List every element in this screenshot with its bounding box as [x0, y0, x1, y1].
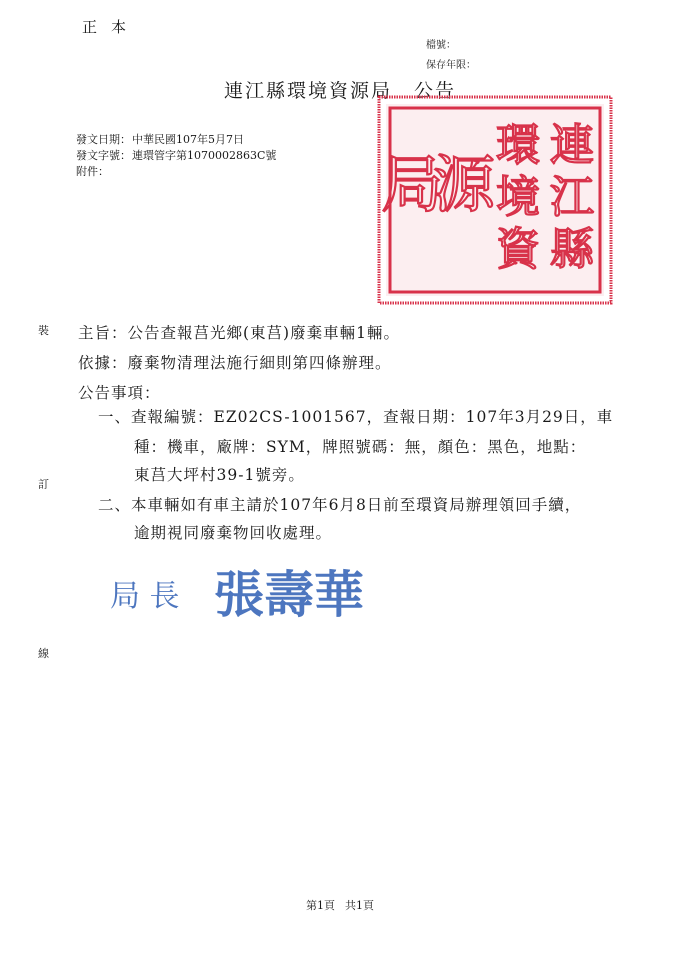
page-total: 共1頁: [345, 899, 374, 912]
page-number: 第1頁: [306, 899, 335, 912]
binding-mark-2: 訂: [38, 478, 49, 491]
binding-mark-3: 線: [38, 647, 49, 660]
issue-date-label: 發文日期：: [76, 133, 131, 146]
item-2-line-1: 二、本車輛如有車主請於107年6月8日前至環資局辦理領回手續，: [98, 496, 582, 514]
seal-char: 境: [496, 172, 540, 223]
copy-label: 正本: [82, 18, 141, 36]
seal-char: 源: [432, 148, 496, 221]
item-1-line-3: 東莒大坪村39-1號旁。: [134, 466, 305, 484]
page-footer: [0, 897, 680, 913]
official-seal: [376, 94, 614, 306]
attachment-label: 附件：: [76, 165, 109, 178]
issue-date-row: [76, 132, 276, 148]
svg-text:局 長: 局 長: [110, 579, 180, 614]
subject-line: 主旨：公告查報莒光鄉(東莒)廢棄車輛1輛。: [78, 324, 400, 342]
seal-char: 江: [550, 172, 594, 223]
director-signature: [102, 562, 432, 632]
seal-char: 縣: [550, 224, 594, 275]
item-2-line-2: 逾期視同廢棄物回收處理。: [134, 524, 333, 542]
seal-char: 連: [550, 120, 594, 171]
issue-date-value: 中華民國107年5月7日: [132, 133, 244, 146]
issue-info: [76, 132, 276, 180]
agency-name: 連江縣環境資源局: [223, 80, 392, 102]
item-1-line-2: 種：機車，廠牌：SYM，牌照號碼：無，顏色：黑色，地點：: [134, 438, 587, 456]
attachment-row: [76, 164, 276, 180]
seal-char: 資: [496, 224, 540, 275]
seal-char: 局: [380, 148, 444, 221]
seal-char: 環: [496, 120, 540, 171]
binding-mark-1: 裝: [38, 324, 49, 337]
svg-text:張壽華: 張壽華: [214, 565, 364, 624]
issue-number-value: 連環管字第1070002863C號: [132, 149, 277, 162]
items-heading: 公告事項：: [78, 384, 161, 402]
issue-number-label: 發文字號：: [76, 149, 131, 162]
file-number-label: 檔號：: [426, 40, 456, 51]
basis-line: 依據：廢棄物清理法施行細則第四條辦理。: [78, 354, 392, 372]
retention-label: 保存年限：: [426, 60, 476, 71]
issue-number-row: [76, 148, 276, 164]
item-1-line-1: 一、查報編號：EZ02CS-1001567，查報日期：107年3月29日，車: [98, 408, 614, 426]
document-type: 公告: [414, 80, 457, 102]
